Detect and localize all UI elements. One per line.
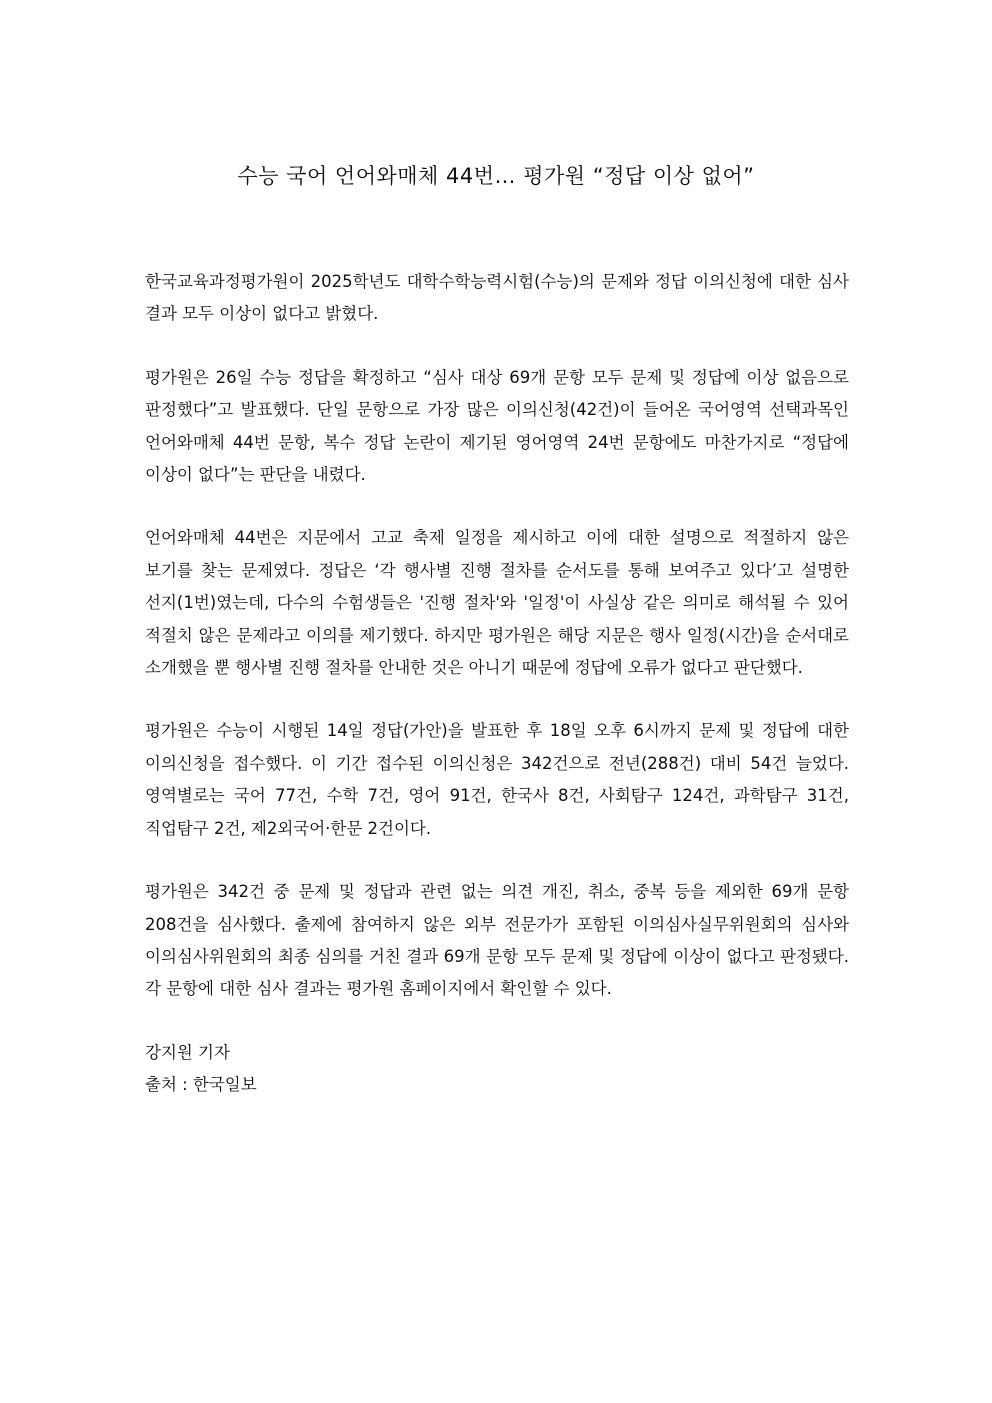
- reporter-name: 강지원 기자: [145, 1042, 230, 1062]
- article-body: [145, 266, 849, 1102]
- article-paragraph: 평가원은 수능이 시행된 14일 정답(가안)을 발표한 후 18일 오후 6시까지 문제 및 정답에 대한 이의신청을 접수했다. 이 기간 접수된 이의신청은 342건으로 전년(288건) 대비 54건 늘었다. 영역별로는 국어 77건, 수학 7건, 영어 91건, 한국사 8건, 사회탐구 124건, 과학탐구 31건, 직업탐구 2건, 제2외국어·한문 2건이다.: [145, 721, 849, 838]
- article-title: 수능 국어 언어와매체 44번… 평가원 “정답 이상 없어”: [237, 164, 755, 188]
- article-paragraph: 언어와매체 44번은 지문에서 고교 축제 일정을 제시하고 이에 대한 설명으로 적절하지 않은 보기를 찾는 문제였다. 정답은 ‘각 행사별 진행 절차를 순서도를 통해 보여주고 있다’고 설명한 선지(1번)였는데, 다수의 수험생들은 '진행 절차'와 '일정'이 사실상 같은 의미로 해석될 수 있어 적절치 않은 문제라고 이의를 제기했다. 하지만 평가원은 해당 지문은 행사 일정(시간)을 순서대로 소개했을 뿐 행사별 진행 절차를 안내한 것은 아니기 때문에 정답에 오류가 없다고 판단했다.: [145, 528, 849, 678]
- article-paragraph: 평가원은 26일 수능 정답을 확정하고 “심사 대상 69개 문항 모두 문제 및 정답에 이상 없음으로 판정했다”고 발표했다. 단일 문항으로 가장 많은 이의신청(42건)이 들어온 국어영역 선택과목인 언어와매체 44번 문항, 복수 정답 논란이 제기된 영어영역 24번 문항에도 마찬가지로 “정답에 이상이 없다”는 판단을 내렸다.: [145, 367, 849, 485]
- article-source: 출처 : 한국일보: [145, 1075, 257, 1095]
- article-paragraph: 한국교육과정평가원이 2025학년도 대학수학능력시험(수능)의 문제와 정답 이의신청에 대한 심사 결과 모두 이상이 없다고 밝혔다.: [145, 272, 849, 324]
- article-paragraph: 평가원은 342건 중 문제 및 정답과 관련 없는 의견 개진, 취소, 중복 등을 제외한 69개 문항 208건을 심사했다. 출제에 참여하지 않은 외부 전문가가 포함된 이의심사실무위원회의 심사와 이의심사위원회의 최종 심의를 거친 결과 69개 문항 모두 문제 및 정답에 이상이 없다고 판정됐다. 각 문항에 대한 심사 결과는 평가원 홈페이지에서 확인할 수 있다.: [145, 882, 849, 999]
